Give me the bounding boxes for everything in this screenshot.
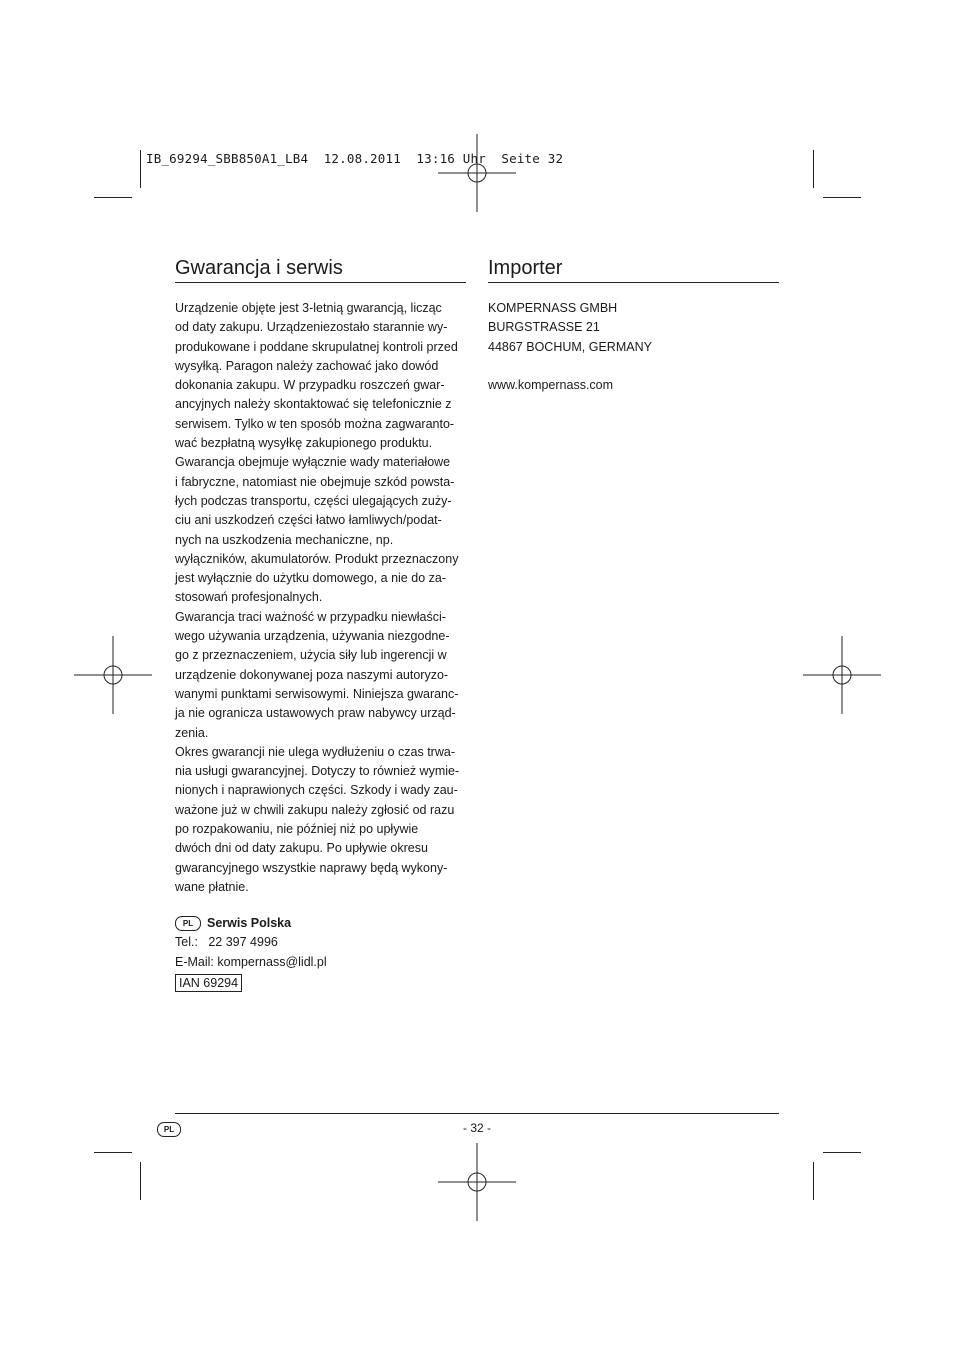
- registration-mark-right-icon: [803, 636, 881, 714]
- warranty-body-line: od daty zakupu. Urządzeniezostało starannie wy-: [175, 320, 448, 335]
- service-title-line: [175, 914, 327, 933]
- warranty-body-line: dokonania zakupu. W przypadku roszczeń gwar-: [175, 378, 445, 393]
- warranty-body-line: wane płatnie.: [175, 879, 249, 894]
- importer-block: [488, 299, 778, 395]
- warranty-body-line: serwisem. Tylko w ten sposób można zagwaranto-: [175, 416, 455, 431]
- warranty-body-line: Okres gwarancji nie ulega wydłużeniu o czas trwa-: [175, 744, 455, 759]
- warranty-body-line: gwarancyjnego wszystkie naprawy będą wykony-: [175, 860, 448, 875]
- warranty-body-line: urządzenie dokonywanej poza naszymi autoryzo-: [175, 667, 449, 682]
- importer-address-line: BURGSTRASSE 21: [488, 320, 600, 335]
- warranty-body-line: ancyjnych należy skontaktować się telefonicznie z: [175, 397, 452, 412]
- warranty-body: [175, 299, 467, 897]
- registration-mark-top-icon: [438, 134, 516, 212]
- print-slug: IB_69294_SBB850A1_LB4 12.08.2011 13:16 Uhr Seite 32: [146, 151, 564, 166]
- warranty-body-line: nych na uszkodzenia mechaniczne, np.: [175, 532, 394, 547]
- service-name: Serwis Polska: [207, 916, 292, 930]
- warranty-body-line: Gwarancja traci ważność w przypadku niewłaści-: [175, 609, 446, 624]
- warranty-body-line: zenia.: [175, 725, 209, 740]
- service-tel: Tel.: 22 397 4996: [175, 935, 278, 950]
- importer-website: www.kompernass.com: [488, 378, 614, 393]
- warranty-body-line: łych podczas transportu, części ulegających zuży-: [175, 493, 452, 508]
- warranty-body-line: jest wyłącznie do użytku domowego, a nie do za-: [175, 571, 446, 586]
- footer-country-code: PL: [157, 1122, 181, 1137]
- warranty-body-line: nia usługi gwarancyjnej. Dotyczy to również wymie-: [175, 764, 460, 779]
- warranty-body-line: wego używania urządzenia, używania niezgodne-: [175, 629, 450, 644]
- warranty-body-line: stosowań profesjonalnych.: [175, 590, 323, 605]
- warranty-heading: Gwarancja i serwis: [175, 257, 343, 279]
- warranty-body-line: ciu ani uszkodzeń części łatwo łamliwych/podat-: [175, 513, 442, 528]
- warranty-body-line: ja nie ogranicza ustawowych praw nabywcy urząd-: [175, 706, 456, 721]
- warranty-body-line: wyłączników, akumulatorów. Produkt przeznaczony: [175, 551, 459, 566]
- warranty-body-line: nionych i naprawionych części. Szkody i wady zau-: [175, 783, 458, 798]
- warranty-heading-rule: [175, 282, 466, 283]
- warranty-body-line: ważone już w chwili zakupu należy zgłosić od razu: [175, 802, 455, 817]
- warranty-body-line: wać bezpłatną wysyłkę zakupionego produktu.: [175, 436, 433, 451]
- service-email: E-Mail: kompernass@lidl.pl: [175, 954, 327, 969]
- warranty-body-line: Urządzenie objęte jest 3-letnią gwarancją, licząc: [175, 301, 442, 315]
- warranty-body-line: wanymi punktami serwisowymi. Niniejsza gwaranc-: [175, 686, 459, 701]
- page-number: - 32 -: [462, 1121, 491, 1135]
- warranty-body-line: produkowane i poddane skrupulatnej kontroli przed: [175, 339, 458, 354]
- registration-mark-bottom-icon: [438, 1143, 516, 1221]
- importer-address-line: KOMPERNASS GMBH: [488, 301, 618, 315]
- warranty-body-line: dwóch dni od daty zakupu. Po upływie okresu: [175, 841, 428, 856]
- service-block: [175, 914, 327, 993]
- warranty-body-line: Gwarancja obejmuje wyłącznie wady materiałowe: [175, 455, 451, 470]
- importer-heading: Importer: [488, 257, 563, 279]
- spacer: [488, 357, 778, 376]
- ian-box: IAN 69294: [175, 974, 242, 992]
- warranty-body-line: go z przeznaczeniem, użycia siły lub ingerencji w: [175, 648, 447, 663]
- importer-address-line: 44867 BOCHUM, GERMANY: [488, 339, 652, 354]
- country-code-badge: PL: [175, 916, 201, 931]
- warranty-body-line: i fabryczne, natomiast nie obejmuje szkód powsta-: [175, 474, 455, 489]
- importer-heading-rule: [488, 282, 779, 283]
- warranty-body-line: wysyłką. Paragon należy zachować jako dowód: [175, 358, 439, 373]
- registration-mark-left-icon: [74, 636, 152, 714]
- warranty-body-line: po rozpakowaniu, nie później niż po upływie: [175, 822, 419, 837]
- footer-rule: [175, 1113, 779, 1114]
